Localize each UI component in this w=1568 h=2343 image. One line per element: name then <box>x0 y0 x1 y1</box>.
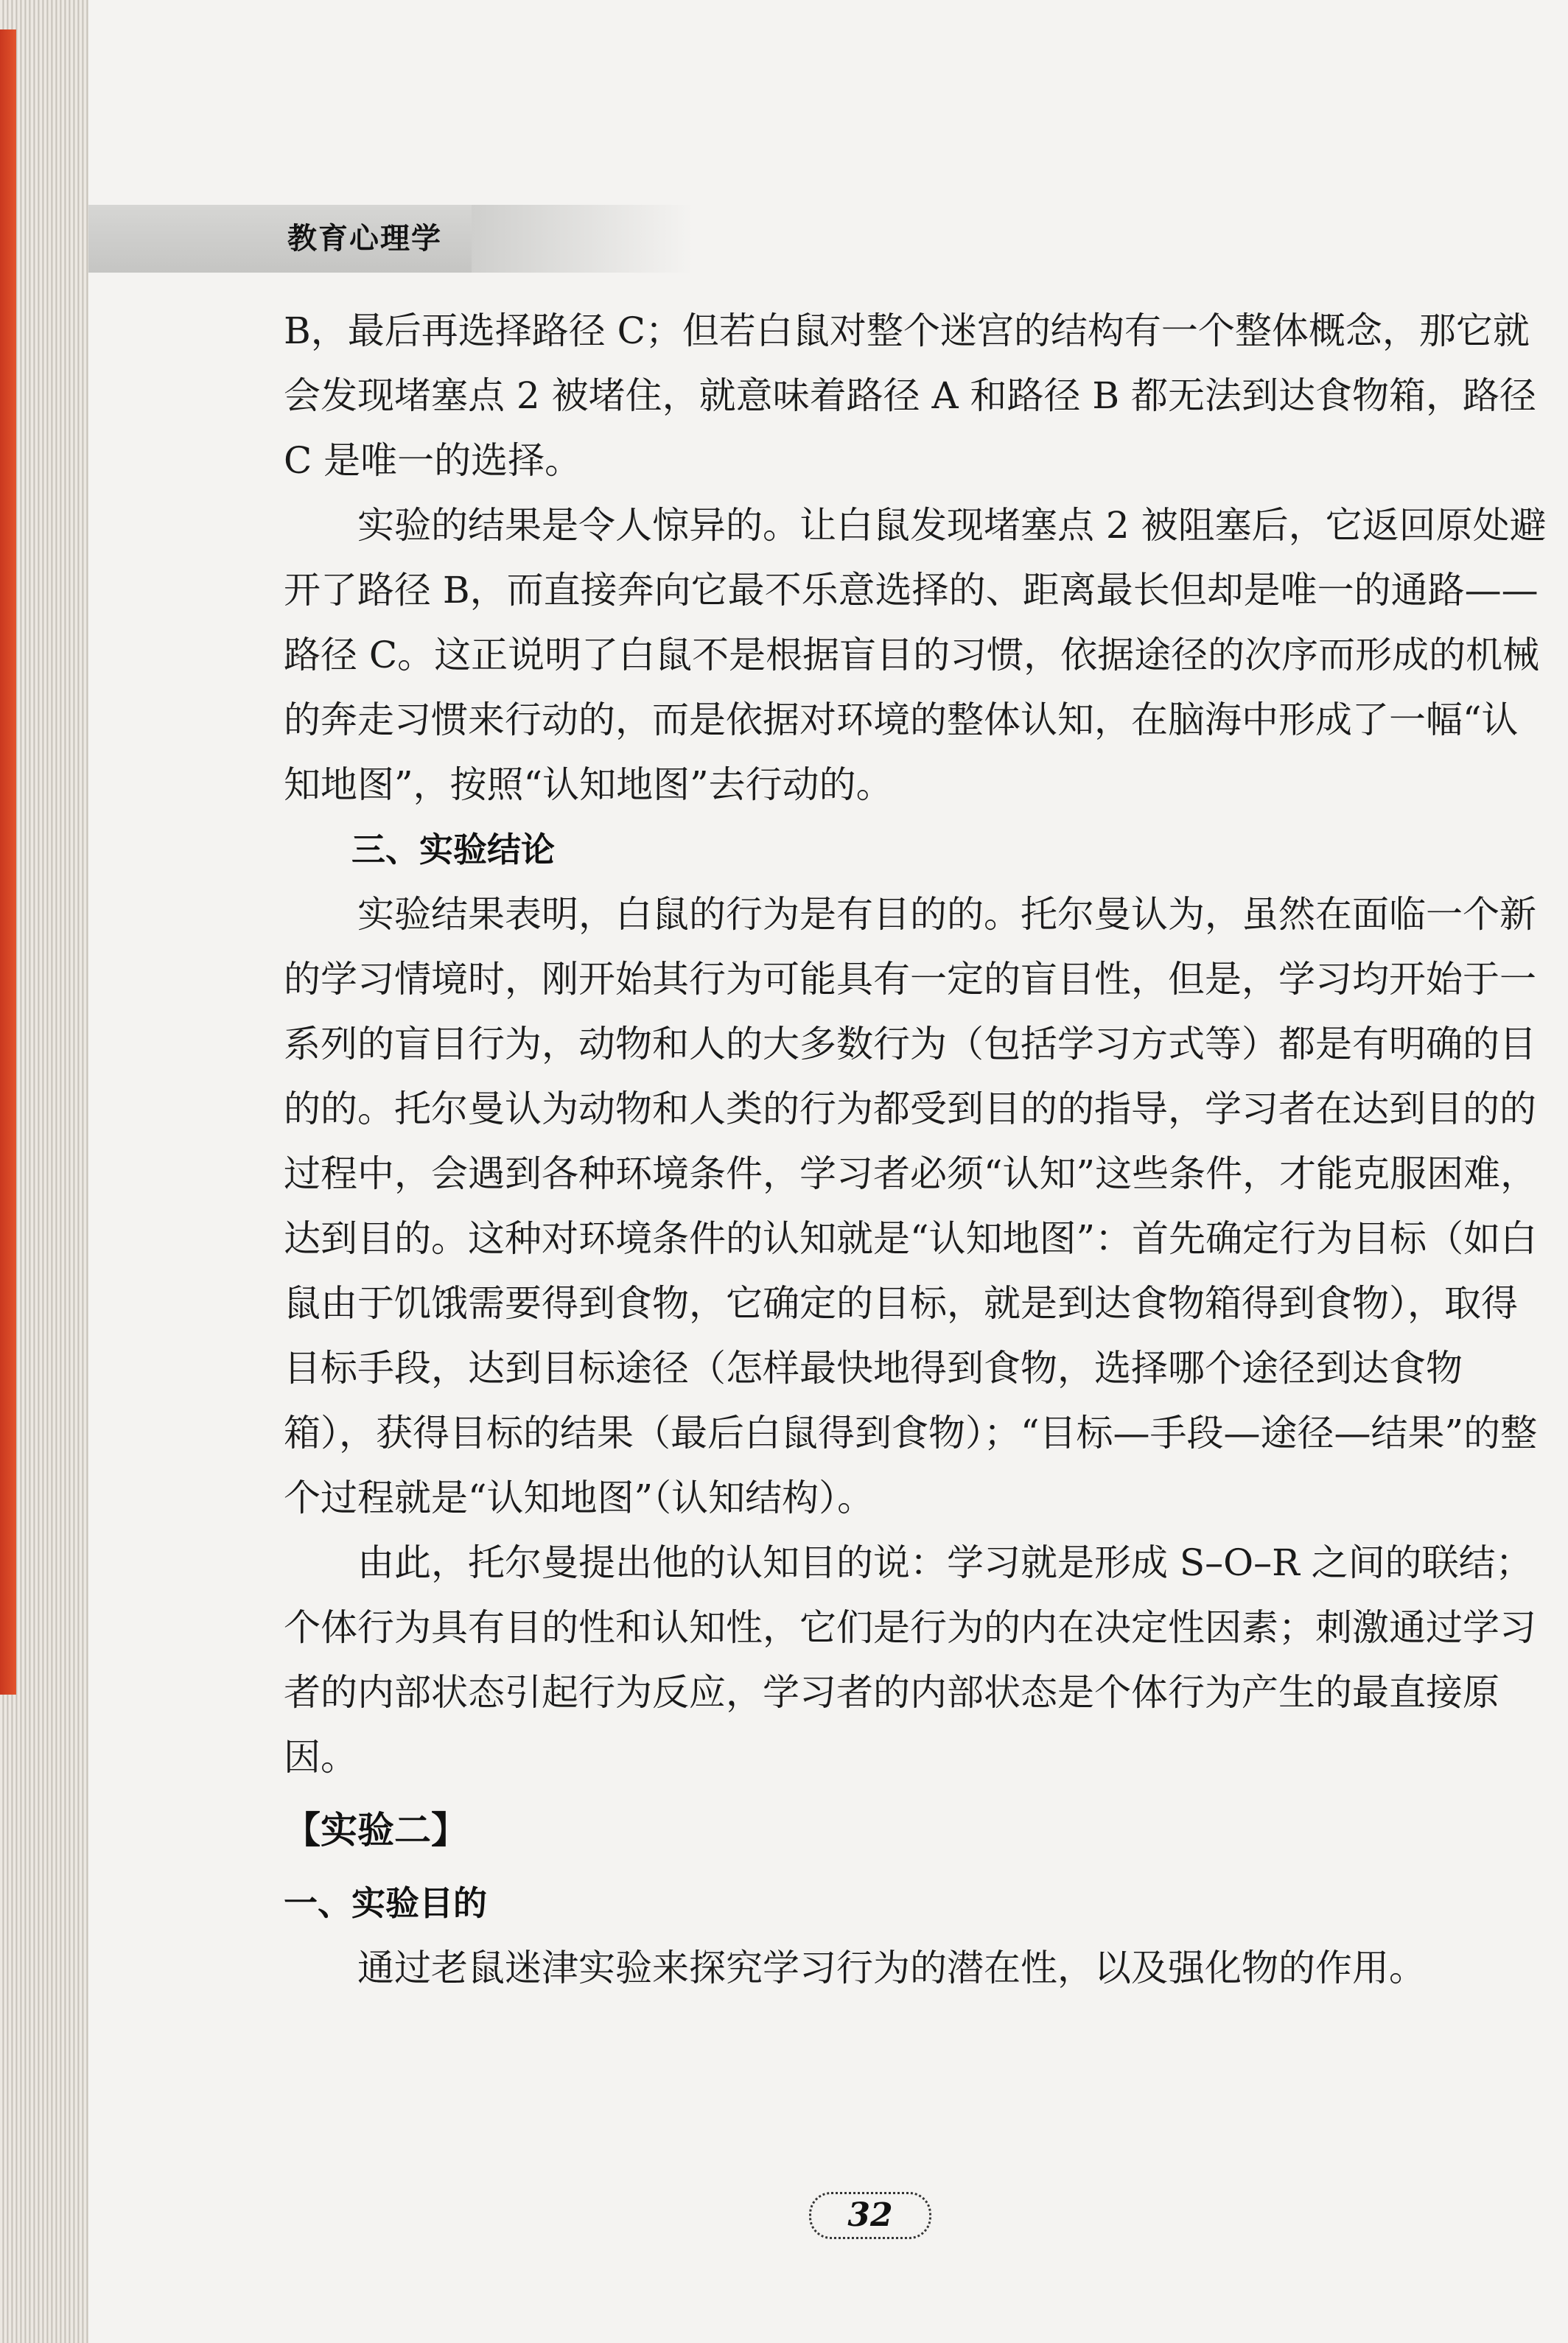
page-body <box>284 298 1551 2000</box>
section-heading-conclusion: 三、实验结论 <box>351 830 555 869</box>
book-cover-edge <box>0 29 16 1695</box>
paragraph-purpose: 通过老鼠迷津实验来探究学习行为的潜在性，以及强化物的作用。 <box>357 1947 1426 1989</box>
book-page <box>88 0 1568 2343</box>
running-head-band-fade <box>472 205 693 273</box>
paragraph-conclusion: 实验结果表明，白鼠的行为是有目的的。托尔曼认为，虽然在面临一个新的学习情境时，刚开始其行为可能具有一定的盲目性，但是，学习均开始于一系列的盲目行为，动物和人的大多数行为（包括学习方式等）都是有明确的目的的。托尔曼认为动物和人类的行为都受到目的的指导，学习者在达到目的的过程中，会遇到各种环境条件，学习者必须“认知”这些条件，才能克服困难，达到目的。这种对环境条件的认知就是“认知地图”：首先确定行为目标（如白鼠由于饥饿需要得到食物，它确定的目标，就是到达食物箱得到食物），取得目标手段，达到目标途径（怎样最快地得到食物，选择哪个途径到达食物箱），获得目标的结果（最后白鼠得到食物）；“目标—手段—途径—结果”的整个过程就是“认知地图”（认知结构）。 <box>284 893 1538 1519</box>
experiment-two-heading: 【实验二】 <box>284 1809 468 1852</box>
page-number: 32 <box>809 2192 931 2239</box>
section-heading-purpose: 一、实验目的 <box>284 1883 487 1923</box>
running-head-title: 教育心理学 <box>287 222 442 256</box>
paragraph-experiment-result: 实验的结果是令人惊异的。让白鼠发现堵塞点 2 被阻塞后，它返回原处避开了路径 B，而直接奔向它最不乐意选择的、距离最长但却是唯一的通路——路径 C。这正说明了白鼠不是根据盲目的习惯，依据途径的次序而形成的机械的奔走习惯来行动的，而是依据对环境的整体认知，在脑海中形成了一幅“认知地图”，按照“认知地图”去行动的。 <box>284 504 1547 806</box>
paragraph-continuation: B，最后再选择路径 C；但若白鼠对整个迷宫的结构有一个整体概念，那它就会发现堵塞点 2 被堵住，就意味着路径 A 和路径 B 都无法到达食物箱，路径 C 是唯一的选择。 <box>284 309 1537 482</box>
paragraph-cognitive-purpose: 由此，托尔曼提出他的认知目的说：学习就是形成 S–O–R 之间的联结；个体行为具有目的性和认知性，它们是行为的内在决定性因素；刺激通过学习者的内部状态引起行为反应，学习者的内部状态是个体行为产生的最直接原因。 <box>284 1541 1536 1779</box>
